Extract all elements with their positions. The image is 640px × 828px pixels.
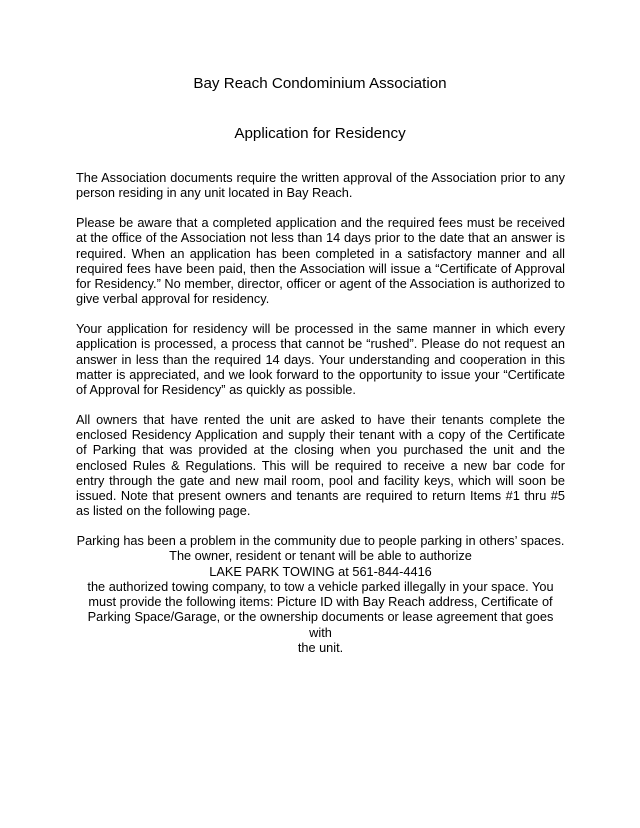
paragraph-processing: Your application for residency will be processed in the same manner in which every application is processed, a process that cannot be “rushed”. Please do not request an answer in less than the required 14 days. Your understanding and cooperation in this matter is appreciated, and we look forward to the opportunity to issue your “Certificate of Approval for Residency” as quickly as possible. (76, 321, 565, 397)
parking-notice-line: The owner, resident or tenant will be able to authorize (169, 548, 472, 564)
parking-notice-line: the unit. (297, 639, 344, 655)
paragraph-application-timing: Please be aware that a completed application and the required fees must be received at the office of the Association not less than 14 days prior to the date that an answer is required. When an application has been completed in a satisfactory manner and all required fees have been paid, then the Association will issue a “Certificate of Approval for Residency.” No member, director, officer or agent of the Association is authorized to give verbal approval for residency. (76, 215, 565, 307)
parking-notice (76, 533, 565, 655)
document-body (76, 170, 565, 655)
paragraph-approval-requirement: The Association documents require the written approval of the Association prior to any person residing in any unit located in Bay Reach. (76, 170, 565, 201)
paragraph-owner-tenant-instructions: All owners that have rented the unit are asked to have their tenants complete the enclosed Residency Application and supply their tenant with a copy of the Certificate of Parking that was provided at the closing when you purchased the unit and the enclosed Rules & Regulations. This will be required to receive a new bar code for entry through the gate and new mail room, pool and facility keys, which will soon be issued. Note that present owners and tenants are required to return Items #1 thru #5 as listed on the following page. (76, 411, 565, 519)
parking-notice-line: Parking Space/Garage, or the ownership documents or lease agreement that goes with (87, 609, 554, 640)
parking-notice-line: the authorized towing company, to tow a vehicle parked illegally in your space. You (87, 578, 554, 594)
towing-company-contact: LAKE PARK TOWING at 561-844-4416 (209, 563, 432, 579)
parking-notice-line: must provide the following items: Picture ID with Bay Reach address, Certificate of (88, 594, 553, 609)
parking-notice-line: Parking has been a problem in the community due to people parking in others’ spaces. (76, 533, 565, 548)
document-title: Application for Residency (234, 125, 406, 142)
organization-name: Bay Reach Condominium Association (193, 75, 447, 92)
